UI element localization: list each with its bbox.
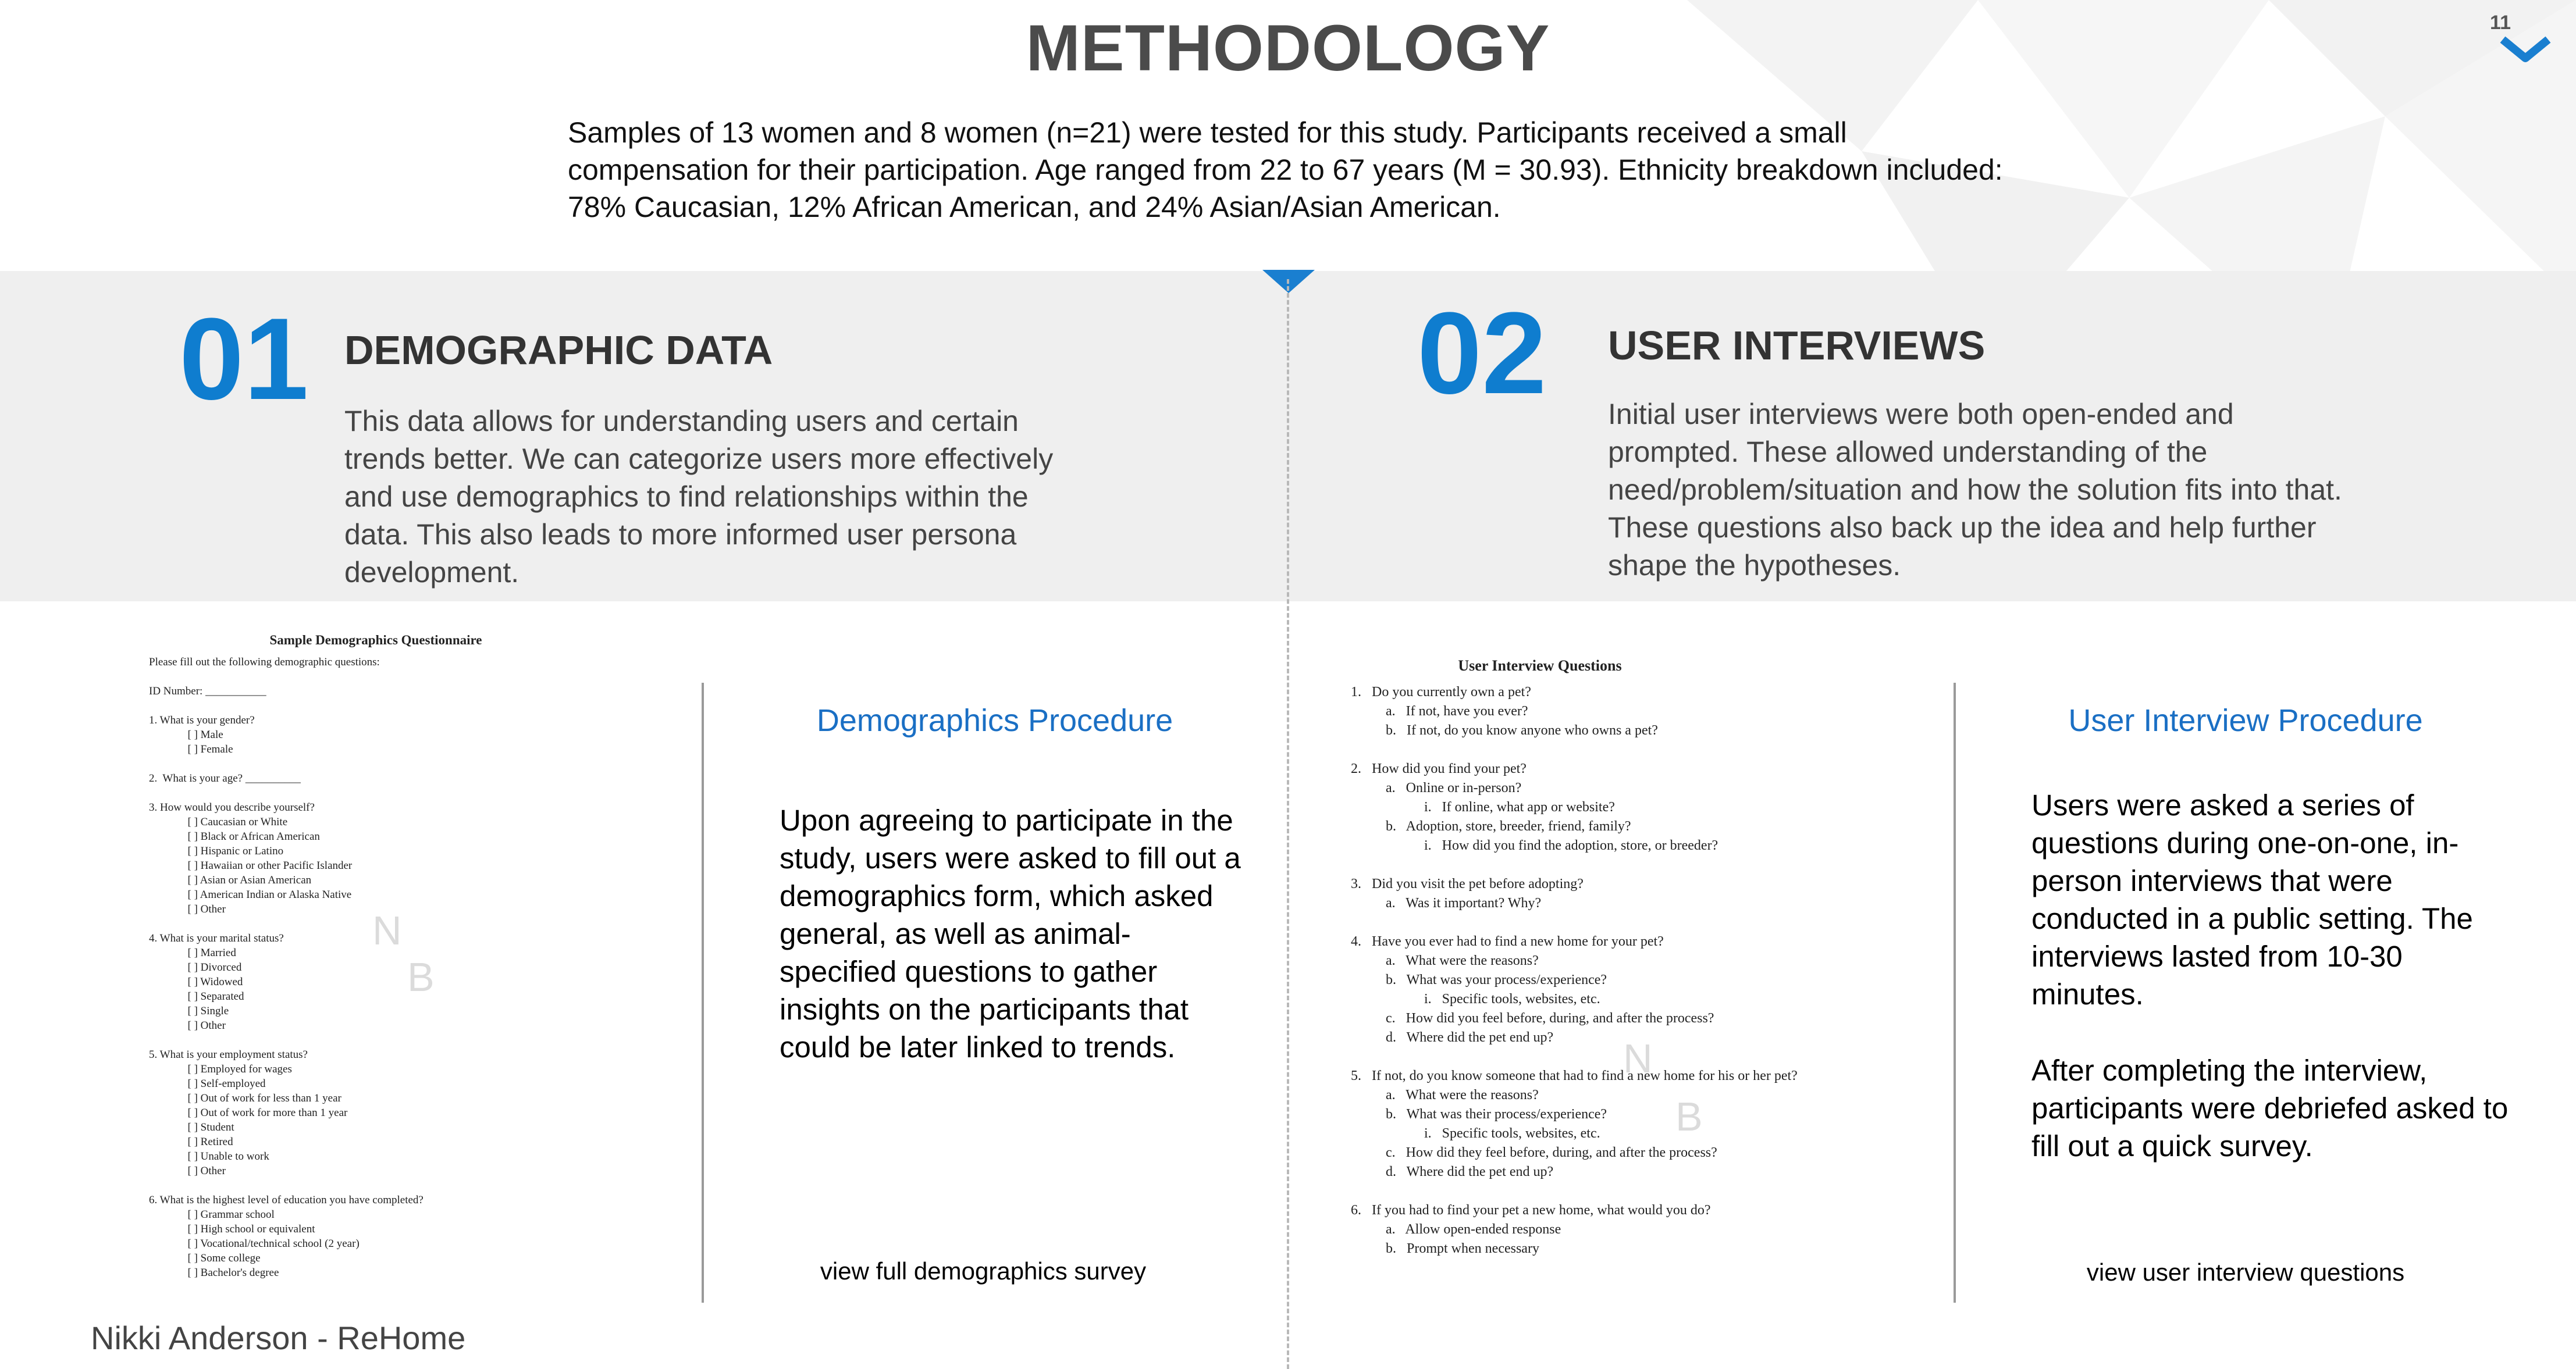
interview-questions-line xyxy=(1351,913,1933,932)
interview-questions-line: a. Allow open-ended response xyxy=(1351,1222,1561,1237)
section2-number: 02 xyxy=(1417,288,1547,418)
interview-questions-line: a. What were the reasons? xyxy=(1351,1088,1539,1103)
questionnaire-line xyxy=(149,1033,603,1047)
questionnaire-line: [ ] Other xyxy=(149,1019,226,1032)
interview-questions-line: b. If not, do you know anyone who owns a pet? xyxy=(1351,723,1658,738)
questionnaire-title: Sample Demographics Questionnaire xyxy=(269,633,482,647)
chevron-down-icon xyxy=(2499,34,2552,64)
questionnaire-line: [ ] Separated xyxy=(149,990,244,1003)
interview-questions-line: a. Online or in-person? xyxy=(1351,780,1522,796)
questionnaire-line: [ ] Out of work for less than 1 year xyxy=(149,1092,341,1104)
interview-questions-line xyxy=(1351,1182,1933,1201)
interview-questions-line xyxy=(1351,855,1933,875)
interview-questions-line: b. What was your process/experience? xyxy=(1351,972,1607,987)
section1-number: 01 xyxy=(179,294,309,424)
watermark-initial-top: N xyxy=(372,908,402,953)
demographics-questionnaire-thumbnail[interactable] xyxy=(149,633,603,1280)
interview-questions-line: c. How did you feel before, during, and after the process? xyxy=(1351,1011,1714,1026)
section2-divider-line xyxy=(1954,683,1956,1303)
questionnaire-line xyxy=(149,786,603,800)
interview-questions-line: i. Specific tools, websites, etc. xyxy=(1351,992,1600,1007)
interview-questions-line: a. What were the reasons? xyxy=(1351,953,1539,968)
section1-procedure-body: Upon agreeing to participate in the study, users were asked to fill out a demographics form, which asked general, as well as animal-specified questions to gather insights on the participants that could be later linked to trends. xyxy=(780,804,1241,1064)
questionnaire-line: [ ] Employed for wages xyxy=(149,1063,292,1075)
section2-procedure-title: User Interview Procedure xyxy=(2068,703,2423,738)
interview-questions-title: User Interview Questions xyxy=(1458,657,1622,674)
questionnaire-line: [ ] Black or African American xyxy=(149,830,320,843)
interview-questions-line: 5. If not, do you know someone that had to find a new home for his or her pet? xyxy=(1351,1068,1798,1083)
interview-questions-line: 3. Did you visit the pet before adopting? xyxy=(1351,876,1584,892)
questionnaire-line: Please fill out the following demographic questions: xyxy=(149,656,380,668)
interview-questions-line: b. Adoption, store, breeder, friend, family? xyxy=(1351,819,1631,834)
questionnaire-line: [ ] Retired xyxy=(149,1136,233,1148)
questionnaire-line: [ ] High school or equivalent xyxy=(149,1223,315,1235)
questionnaire-line: [ ] Self-employed xyxy=(149,1078,266,1090)
questionnaire-line xyxy=(149,669,603,684)
questionnaire-line: 3. How would you describe yourself? xyxy=(149,801,315,814)
interview-questions-line: b. What was their process/experience? xyxy=(1351,1107,1607,1122)
questionnaire-line: 2. What is your age? __________ xyxy=(149,772,301,785)
questionnaire-line: [ ] Other xyxy=(149,1165,226,1177)
section2-body: Initial user interviews were both open-ended and prompted. These allowed understanding of the need/problem/situation and how the solution fits into that. These questions also back up the idea and help further shape the hypotheses. xyxy=(1608,398,2342,582)
watermark-initial-top-2: N xyxy=(1623,1036,1653,1081)
questionnaire-line: [ ] Bachelor's degree xyxy=(149,1267,279,1279)
interview-questions-lines xyxy=(1351,683,1933,1259)
watermark-initial-bottom: B xyxy=(407,954,435,1000)
questionnaire-line: ID Number: ___________ xyxy=(149,685,266,697)
questionnaire-line: 4. What is your marital status? xyxy=(149,932,284,944)
questionnaire-line: 5. What is your employment status? xyxy=(149,1049,308,1061)
section2-heading: USER INTERVIEWS xyxy=(1608,323,1986,368)
questionnaire-line: [ ] Married xyxy=(149,947,236,959)
section2-procedure-body-1: Users were asked a series of questions during one-on-one, in-person interviews that were conducted in a public setting. The interviews lasted from 10-30 minutes. xyxy=(2031,789,2473,1011)
questionnaire-line: [ ] Out of work for more than 1 year xyxy=(149,1107,348,1119)
footer-author: Nikki Anderson - ReHome xyxy=(91,1320,466,1356)
questionnaire-line: [ ] Male xyxy=(149,729,223,741)
questionnaire-line: [ ] Hispanic or Latino xyxy=(149,845,284,857)
interview-questions-line: a. Was it important? Why? xyxy=(1351,896,1542,911)
questionnaire-line xyxy=(149,757,603,771)
questionnaire-line: [ ] Asian or Asian American xyxy=(149,874,312,886)
interview-questions-thumbnail[interactable] xyxy=(1351,657,1933,1259)
view-demographics-survey-link[interactable]: view full demographics survey xyxy=(820,1257,1147,1285)
questionnaire-lines xyxy=(149,655,603,1280)
questionnaire-line: [ ] Divorced xyxy=(149,961,242,974)
questionnaire-line: 6. What is the highest level of education you have completed? xyxy=(149,1194,424,1206)
section1-divider-line xyxy=(702,683,704,1303)
questionnaire-line xyxy=(149,1178,603,1193)
questionnaire-line: 1. What is your gender? xyxy=(149,714,255,726)
questionnaire-line: [ ] Hawaiian or other Pacific Islander xyxy=(149,860,353,872)
questionnaire-line: [ ] Grammar school xyxy=(149,1208,275,1221)
interview-questions-line: i. If online, what app or website? xyxy=(1351,800,1615,815)
section1-procedure-title: Demographics Procedure xyxy=(816,703,1173,738)
questionnaire-line: [ ] Vocational/technical school (2 year) xyxy=(149,1238,360,1250)
questionnaire-line: [ ] Student xyxy=(149,1121,234,1133)
interview-questions-line xyxy=(1351,740,1933,760)
watermark-initial-bottom-2: B xyxy=(1675,1094,1703,1139)
section1-heading: DEMOGRAPHIC DATA xyxy=(344,327,773,373)
page-number: 11 xyxy=(2490,12,2511,34)
interview-questions-line: d. Where did the pet end up? xyxy=(1351,1030,1554,1045)
interview-questions-line: i. Specific tools, websites, etc. xyxy=(1351,1126,1600,1141)
interview-questions-line: 6. If you had to find your pet a new home, what would you do? xyxy=(1351,1203,1711,1218)
view-interview-questions-link[interactable]: view user interview questions xyxy=(2086,1259,2405,1286)
questionnaire-line: [ ] Some college xyxy=(149,1252,261,1264)
questionnaire-line xyxy=(149,698,603,713)
questionnaire-line: [ ] Widowed xyxy=(149,976,243,988)
interview-questions-line: i. How did you find the adoption, store, or breeder? xyxy=(1351,838,1718,853)
page-title: METHODOLOGY xyxy=(1026,12,1550,84)
column-divider xyxy=(1287,279,1289,1369)
interview-questions-line: 4. Have you ever had to find a new home for your pet? xyxy=(1351,934,1664,949)
interview-questions-line: c. How did they feel before, during, and after the process? xyxy=(1351,1145,1717,1160)
section1-body: This data allows for understanding users and certain trends better. We can categorize users more effectively and use demographics to find relationships within the data. This also leads to more informed user persona development. xyxy=(344,405,1054,589)
interview-questions-line: 1. Do you currently own a pet? xyxy=(1351,684,1531,700)
questionnaire-line: [ ] Single xyxy=(149,1005,229,1017)
interview-questions-line: b. Prompt when necessary xyxy=(1351,1241,1539,1256)
questionnaire-line: [ ] Other xyxy=(149,903,226,915)
questionnaire-line: [ ] Female xyxy=(149,743,233,755)
section2-procedure-body-2: After completing the interview, participants were debriefed asked to fill out a quick survey. xyxy=(2031,1054,2509,1163)
interview-questions-line: d. Where did the pet end up? xyxy=(1351,1164,1554,1179)
questionnaire-line: [ ] Caucasian or White xyxy=(149,816,288,828)
questionnaire-line: [ ] American Indian or Alaska Native xyxy=(149,889,352,901)
interview-questions-line: a. If not, have you ever? xyxy=(1351,704,1528,719)
intro-paragraph: Samples of 13 women and 8 women (n=21) were tested for this study. Participants received a small compensation for their participation. Age ranged from 22 to 67 years (M = 30.93). Ethnicity breakdown included: 78% Caucasian, 12% African American, and 24% Asian/Asian American. xyxy=(568,116,2003,223)
questionnaire-line: [ ] Unable to work xyxy=(149,1150,269,1163)
interview-questions-line: 2. How did you find your pet? xyxy=(1351,761,1527,776)
